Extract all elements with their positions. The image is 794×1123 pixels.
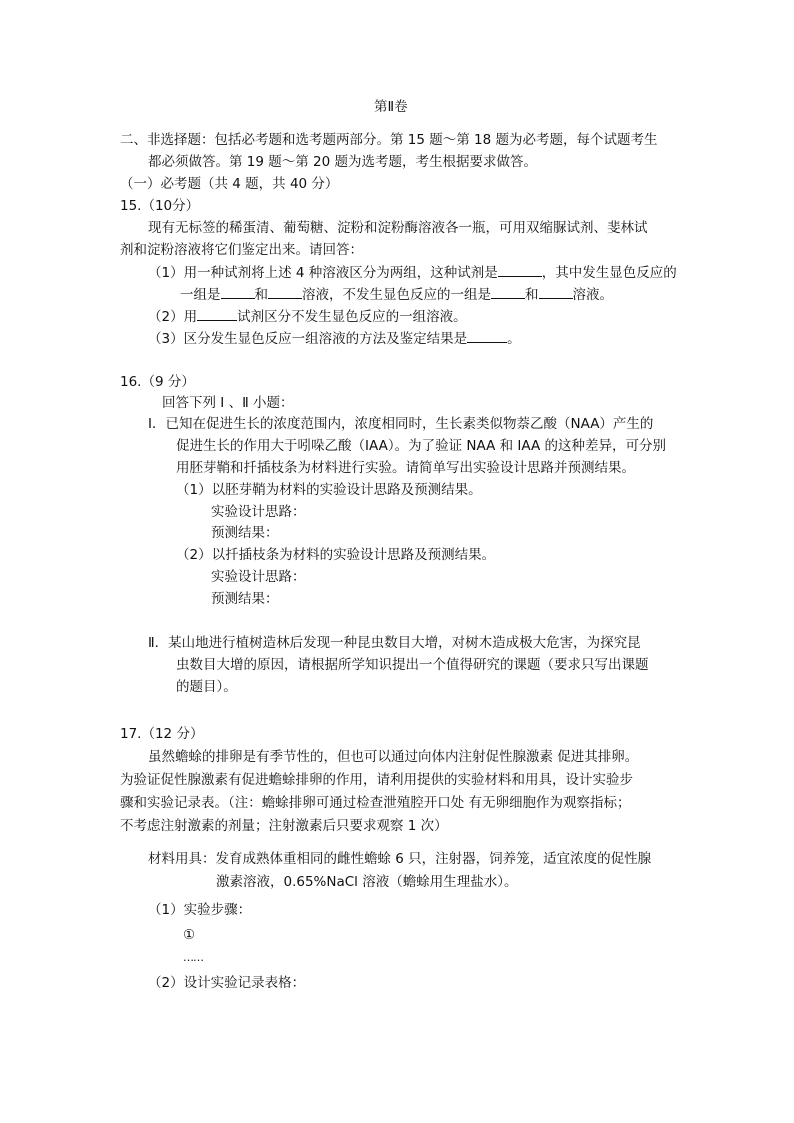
q17-table-label: （2）设计实验记录表格： (148, 975, 306, 991)
q16-sub1: （1）以胚芽鞘为材料的实验设计思路及预测结果。 (176, 482, 482, 498)
q16-number: 16.（9 分） (120, 374, 195, 390)
answer-blank[interactable] (539, 284, 573, 299)
q16-ii-line2: 虫数目大增的原因，请根据所学知识提出一个值得研究的课题（要求只写出课题 (176, 657, 649, 673)
q16-ii-line1: Ⅱ．某山地进行植树造林后发现一种昆虫数目大增，对树木造成极大危害，为探究昆 (148, 635, 641, 651)
q16-i-line2: 促进生长的作用大于吲哚乙酸（IAA）。为了验证 NAA 和 IAA 的这种差异，可分别 (176, 438, 667, 454)
q16-sub2-design: 实验设计思路： (211, 569, 306, 585)
q17-step-label: （1）实验步骤： (148, 902, 252, 918)
q17-materials-line2: 激素溶液，0.65%NaCl 溶液（蟾蜍用生理盐水）。 (216, 874, 518, 890)
q15-intro-line2: 剂和淀粉溶液将它们鉴定出来。请回答： (120, 242, 363, 258)
q17-para-line4: 不考虑注射激素的剂量；注射激素后只要求观察 1 次） (120, 818, 448, 834)
answer-blank[interactable] (268, 284, 302, 299)
q15-part2-text-b: 试剂区分不发生显色反应的一组溶液。 (237, 309, 467, 325)
section2-line1: 二、非选择题：包括必考题和选考题两部分。第 15 题～第 18 题为必考题，每个试题考生 (120, 132, 658, 148)
q16-ii-line3: 的题目）。 (176, 679, 237, 695)
q15-part1-text-a: （1）用一种试剂将上述 4 种溶液区分为两组，这种试剂是 (148, 265, 498, 281)
q17-step-ellipsis: …… (183, 951, 203, 964)
q16-sub1-design: 实验设计思路： (211, 504, 306, 520)
q17-number: 17.（12 分） (120, 726, 204, 742)
part1-heading: （一）必考题（共 4 题，共 40 分） (120, 176, 339, 192)
q15-part1-text-c: 一组是 (180, 287, 221, 303)
answer-blank[interactable] (221, 284, 255, 299)
q15-part1-text-d: 和 (254, 287, 268, 303)
answer-blank[interactable] (197, 306, 237, 321)
q15-part3-text-a: （3）区分发生显色反应一组溶液的方法及鉴定结果是 (148, 331, 468, 347)
q15-part1-text-g: 溶液。 (572, 287, 613, 303)
q15-part3-text-b: 。 (507, 331, 521, 347)
q15-part2-text-a: （2）用 (148, 309, 198, 325)
q17-para-line2: 为验证促性腺激素有促进蟾蜍排卵的作用，请利用提供的实验材料和用具，设计实验步 (120, 772, 633, 788)
q17-para-line1: 虽然蟾蜍的排卵是有季节性的，但也可以通过向体内注射促性腺激素 促进其排卵。 (148, 749, 639, 765)
q15-part1-text-f: 和 (525, 287, 539, 303)
q16-i-line3: 用胚芽鞘和扦插枝条为材料进行实验。请简单写出实验设计思路并预测结果。 (176, 460, 635, 476)
q16-sub2-predict: 预测结果： (211, 591, 279, 607)
q16-intro: 回答下列 Ⅰ 、Ⅱ 小题： (162, 395, 294, 411)
q17-step-circle: ① (183, 927, 196, 943)
q15-part1-text-b: ，其中发生显色反应的 (541, 265, 677, 281)
q15-part3 (148, 328, 521, 349)
q15-part2 (148, 306, 467, 327)
q15-number: 15.（10分） (120, 198, 200, 214)
q16-sub2: （2）以扦插枝条为材料的实验设计思路及预测结果。 (176, 547, 496, 563)
q17-para-line3: 骤和实验记录表。（注：蟾蜍排卵可通过检查泄殖腔开口处 有无卵细胞作为观察指标； (120, 795, 631, 811)
q16-i-line1: Ⅰ．已知在促进生长的浓度范围内，浓度相同时，生长素类似物萘乙酸（NAA）产生的 (148, 416, 654, 432)
q15-intro-line1: 现有无标签的稀蛋清、葡萄糖、淀粉和淀粉酶溶液各一瓶，可用双缩脲试剂、斐林试 (148, 220, 648, 236)
q17-materials-line1: 材料用具：发育成熟体重相同的雌性蟾蜍 6 只，注射器，饲养笼，适宜浓度的促性腺 (148, 851, 652, 867)
q15-part1-line2 (180, 284, 613, 305)
q16-sub1-predict: 预测结果： (211, 525, 279, 541)
section2-line2: 都必须做答。第 19 题～第 20 题为选考题，考生根据要求做答。 (148, 154, 538, 170)
q15-part1-line1 (148, 262, 677, 283)
q15-part1-text-e: 溶液，不发生显色反应的一组是 (302, 287, 491, 303)
answer-blank[interactable] (491, 284, 525, 299)
volume-title: 第Ⅱ卷 (374, 99, 408, 115)
answer-blank[interactable] (498, 262, 542, 277)
answer-blank[interactable] (467, 328, 507, 343)
